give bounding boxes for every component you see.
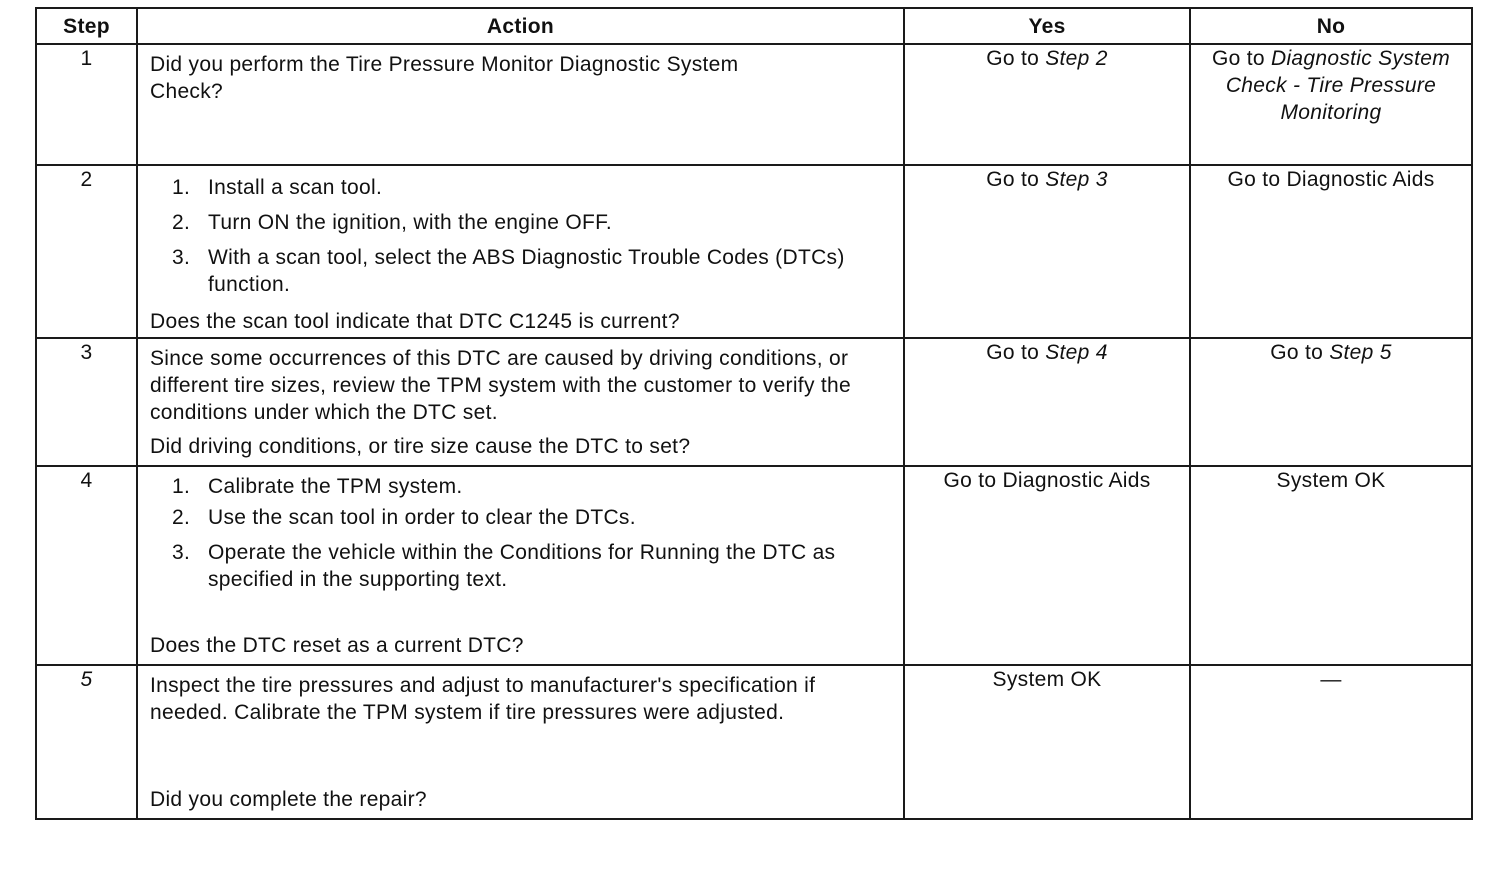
action-text: Inspect the tire pressures and adjust to manufacturer's specification if needed. Calibrate the TPM system if tire pressures were adjusted.	[150, 674, 816, 724]
step-list	[150, 473, 891, 601]
step-number: 5	[36, 665, 137, 819]
list-item	[172, 539, 868, 593]
no-step-link[interactable]: Step 5	[1329, 341, 1392, 364]
list-item	[172, 174, 891, 201]
action-cell	[137, 665, 904, 819]
list-number: 3.	[172, 246, 191, 269]
list-number: 1.	[172, 475, 191, 498]
list-item	[172, 473, 891, 500]
table-row	[36, 165, 1472, 338]
list-text: Use the scan tool in order to clear the DTCs.	[208, 506, 636, 529]
step-list	[150, 174, 891, 306]
header-action: Action	[137, 8, 904, 44]
yes-cell: System OK	[904, 665, 1190, 819]
list-text: Turn ON the ignition, with the engine OFF.	[208, 211, 613, 234]
list-item	[172, 209, 891, 236]
yes-prefix: Go to	[986, 47, 1046, 70]
step-number: 3	[36, 338, 137, 466]
action-text: Since some occurrences of this DTC are caused by driving conditions, or different tire sizes, review the TPM system with the customer to verify the conditions under which the DTC set.	[150, 347, 851, 424]
diagnostic-table	[35, 7, 1473, 820]
question-text: Did driving conditions, or tire size cause the DTC to set?	[150, 435, 691, 458]
yes-step-link[interactable]: Step 2	[1045, 47, 1108, 70]
no-step-link[interactable]: Diagnostic System Check - Tire Pressure Monitoring	[1225, 47, 1450, 124]
step-number: 1	[36, 44, 137, 165]
table-row	[36, 466, 1472, 665]
no-cell: System OK	[1190, 466, 1472, 665]
no-prefix: Go to	[1270, 341, 1330, 364]
yes-prefix: Go to	[986, 341, 1046, 364]
question-text: Does the scan tool indicate that DTC C1245 is current?	[150, 310, 680, 333]
list-number: 2.	[172, 211, 191, 234]
yes-cell	[904, 165, 1190, 338]
step-number: 4	[36, 466, 137, 665]
yes-cell[interactable]: Go to Diagnostic Aids	[904, 466, 1190, 665]
list-item	[172, 504, 891, 531]
action-cell	[137, 44, 904, 165]
no-cell	[1190, 44, 1472, 165]
no-prefix: Go to	[1212, 47, 1271, 70]
table-row	[36, 665, 1472, 819]
list-text: Install a scan tool.	[208, 176, 383, 199]
list-text: Calibrate the TPM system.	[208, 475, 463, 498]
action-cell	[137, 338, 904, 466]
list-text: Operate the vehicle within the Conditions for Running the DTC as specified in the supporting text.	[208, 541, 836, 591]
action-cell	[137, 466, 904, 665]
step-number: 2	[36, 165, 137, 338]
action-text: Did you perform the Tire Pressure Monitor Diagnostic System Check?	[150, 53, 739, 103]
no-cell	[1190, 338, 1472, 466]
question-text: Did you complete the repair?	[150, 788, 427, 811]
yes-step-link[interactable]: Step 4	[1045, 341, 1108, 364]
yes-prefix: Go to	[986, 168, 1046, 191]
list-text: With a scan tool, select the ABS Diagnostic Trouble Codes (DTCs) function.	[208, 246, 845, 296]
list-number: 3.	[172, 541, 191, 564]
table-row	[36, 44, 1472, 165]
header-row	[36, 8, 1472, 44]
header-yes: Yes	[904, 8, 1190, 44]
list-number: 1.	[172, 176, 191, 199]
question-text: Does the DTC reset as a current DTC?	[150, 634, 524, 657]
yes-cell	[904, 338, 1190, 466]
header-no: No	[1190, 8, 1472, 44]
list-item	[172, 244, 888, 298]
no-cell: —	[1190, 665, 1472, 819]
yes-step-link[interactable]: Step 3	[1045, 168, 1108, 191]
no-cell[interactable]: Go to Diagnostic Aids	[1190, 165, 1472, 338]
list-number: 2.	[172, 506, 191, 529]
yes-cell	[904, 44, 1190, 165]
table-row	[36, 338, 1472, 466]
action-cell	[137, 165, 904, 338]
header-step: Step	[36, 8, 137, 44]
